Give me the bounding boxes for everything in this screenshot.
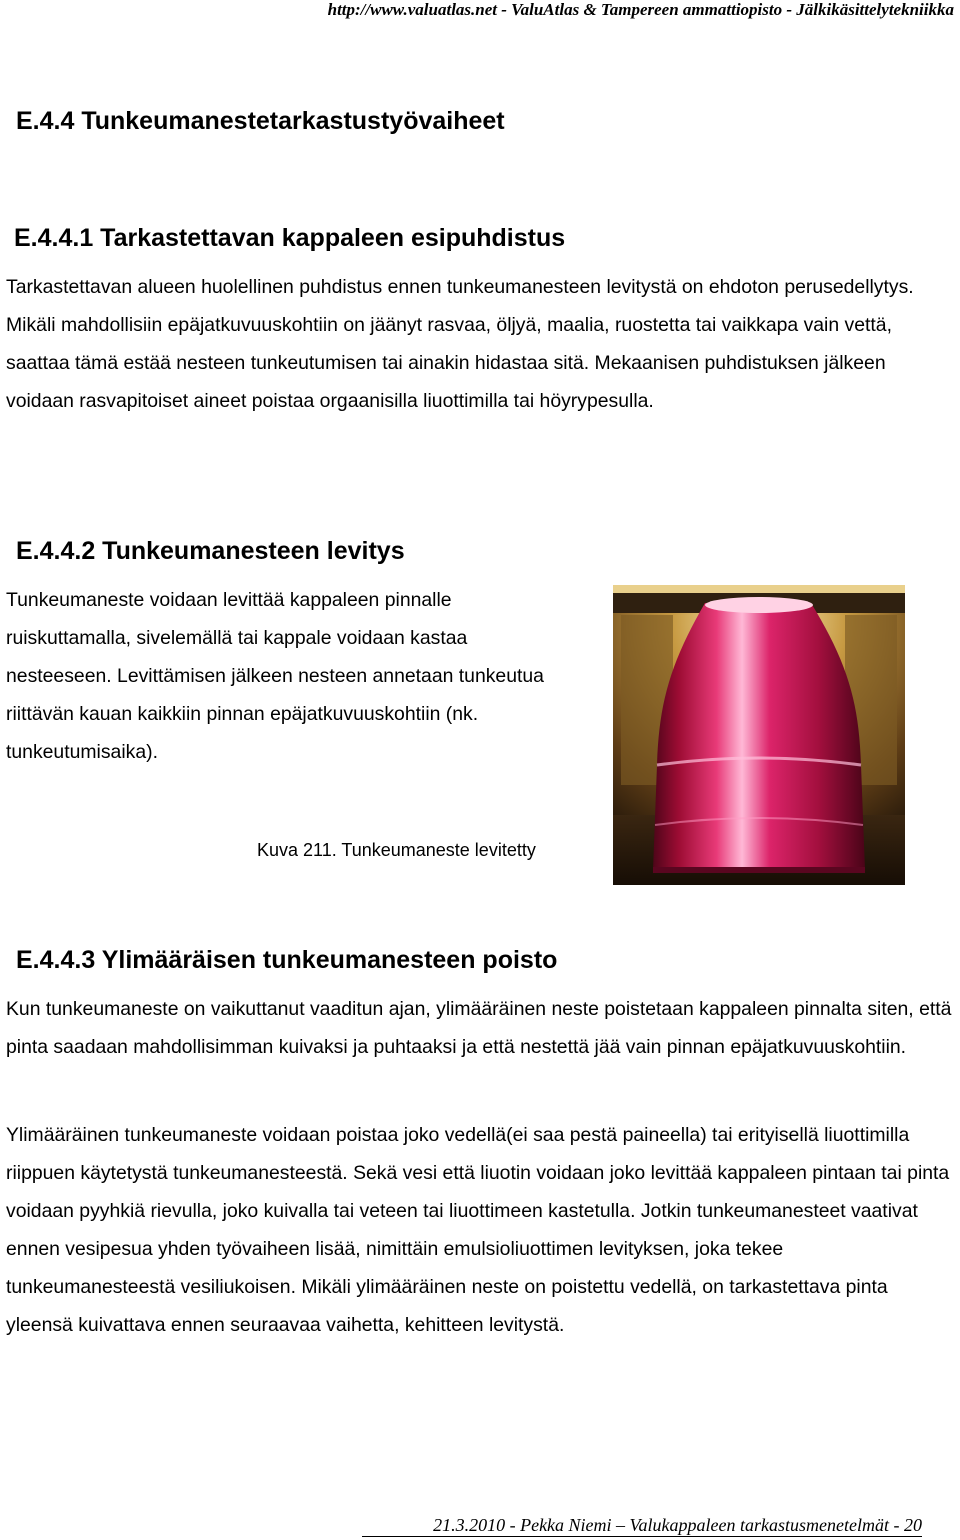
page-footer: 21.3.2010 - Pekka Niemi – Valukappaleen tarkastusmenetelmät - 20 — [433, 1515, 922, 1535]
section-paragraph-application: Tunkeumaneste voidaan levittää kappaleen pinnalle ruiskuttamalla, sivelemällä tai kappale voidaan kastaa nesteeseen. Levittämisen jälkeen nesteen annetaan tunkeutua riittävän kauan kaikkiin pinnan epäjatkuvuuskohtiin (nk. tunkeutumisaika). — [6, 589, 544, 763]
section-paragraph-pre-cleaning: Tarkastettavan alueen huolellinen puhdistus ennen tunkeumanesteen levitystä on ehdoton perusedellytys. Mikäli mahdollisiin epäjatkuvuuskohtiin on jäänyt rasvaa, öljyä, maalia, ruostetta tai vaikkapa vain vettä, saattaa tämä estää nesteen tunkeutumisen tai ainakin hidastaa sitä. Mekaanisen puhdistuksen jälkeen voidaan rasvapitoiset aineet poistaa orgaanisilla liuottimilla tai höyrypesulla. — [6, 276, 914, 412]
page-header: http://www.valuatlas.net - ValuAtlas & Tampereen ammattiopisto - Jälkikäsittelytekniikka — [327, 0, 954, 19]
page-title: E.4.4 Tunkeumanestetarkastustyövaiheet — [16, 107, 505, 135]
section-paragraph-excess-removal-1: Kun tunkeumaneste on vaikuttanut vaaditun ajan, ylimääräinen neste poistetaan kappaleen pinnalta siten, että pinta saadaan mahdollisimman kuivaksi ja puhtaaksi ja että nestettä jää vain pinnan epäjatkuvuuskohtiin. — [6, 998, 952, 1058]
footer-divider — [362, 1536, 922, 1537]
figure-caption: Kuva 211. Tunkeumaneste levitetty — [257, 840, 536, 860]
section-heading-application: E.4.4.2 Tunkeumanesteen levitys — [16, 537, 405, 565]
penetrant-applied-photo — [613, 585, 905, 885]
section-heading-pre-cleaning: E.4.4.1 Tarkastettavan kappaleen esipuhdistus — [14, 224, 566, 252]
section-paragraph-excess-removal-2: Ylimääräinen tunkeumaneste voidaan poistaa joko vedellä(ei saa pestä paineella) tai erityisellä liuottimilla riippuen käytetystä tunkeumanesteestä. Sekä vesi että liuotin voidaan joko levittää kappaleen pintaan tai pinta voidaan pyyhkiä rievulla, joko kuivalla tai veteen tai liuottimeen kastetulla. Jotkin tunkeumanesteet vaativat ennen vesipesua yhden työvaiheen lisää, nimittäin emulsioliuottimen levityksen, joka tekee tunkeumanesteestä vesiliukoisen. Mikäli ylimääräinen neste on poistettu vedellä, on tarkastettava pinta yleensä kuivattava ennen seuraavaa vaihetta, kehitteen levitystä. — [6, 1124, 950, 1336]
section-heading-excess-removal: E.4.4.3 Ylimääräisen tunkeumanesteen poisto — [16, 946, 558, 974]
